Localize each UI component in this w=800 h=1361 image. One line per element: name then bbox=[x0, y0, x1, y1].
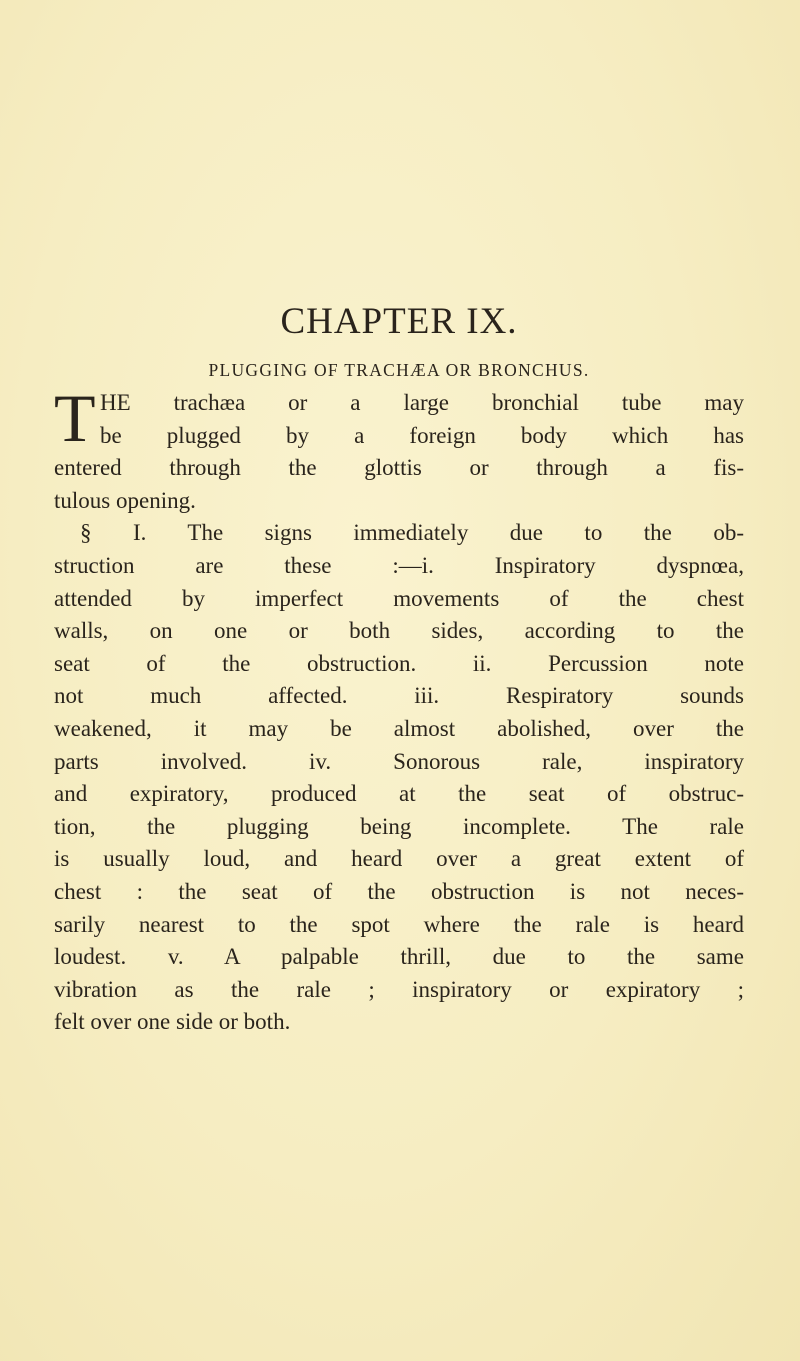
text-line: tulous opening. bbox=[54, 487, 196, 513]
text-line: loudest. v. A palpable thrill, due to the same bbox=[54, 944, 744, 970]
text-line: parts involved. iv. Sonorous rale, inspiratory bbox=[54, 748, 744, 774]
text-line: be plugged by a foreign body which has bbox=[100, 422, 744, 448]
text-line: sarily nearest to the spot where the rale is heard bbox=[54, 911, 744, 937]
drop-cap: T bbox=[54, 380, 96, 456]
text-line: entered through the glottis or through a fis- bbox=[54, 455, 744, 481]
chapter-title: CHAPTER IX. bbox=[280, 301, 518, 342]
text-line: seat of the obstruction. ii. Percussion note bbox=[54, 650, 744, 676]
text-line: chest : the seat of the obstruction is not neces- bbox=[54, 878, 744, 904]
book-page bbox=[54, 0, 744, 1361]
text-line: HE trachæa or a large bronchial tube may bbox=[100, 390, 744, 415]
text-line: § I. The signs immediately due to the ob- bbox=[80, 520, 744, 546]
body-text bbox=[54, 380, 744, 1039]
text-line: and expiratory, produced at the seat of obstruc- bbox=[54, 781, 744, 807]
text-line: weakened, it may be almost abolished, over the bbox=[54, 715, 744, 741]
text-line: vibration as the rale ; inspiratory or expiratory ; bbox=[54, 976, 744, 1002]
text-line: felt over one side or both. bbox=[54, 1009, 291, 1035]
section-heading: PLUGGING OF TRACHÆA OR BRONCHUS. bbox=[208, 360, 590, 380]
text-line: walls, on one or both sides, according to the bbox=[54, 618, 744, 644]
text-line: tion, the plugging being incomplete. The rale bbox=[54, 813, 744, 839]
text-line: not much affected. iii. Respiratory sounds bbox=[54, 683, 744, 709]
text-line: is usually loud, and heard over a great extent of bbox=[54, 846, 744, 872]
text-line: attended by imperfect movements of the chest bbox=[54, 585, 744, 611]
text-line: struction are these :—i. Inspiratory dyspnœa, bbox=[54, 552, 744, 578]
